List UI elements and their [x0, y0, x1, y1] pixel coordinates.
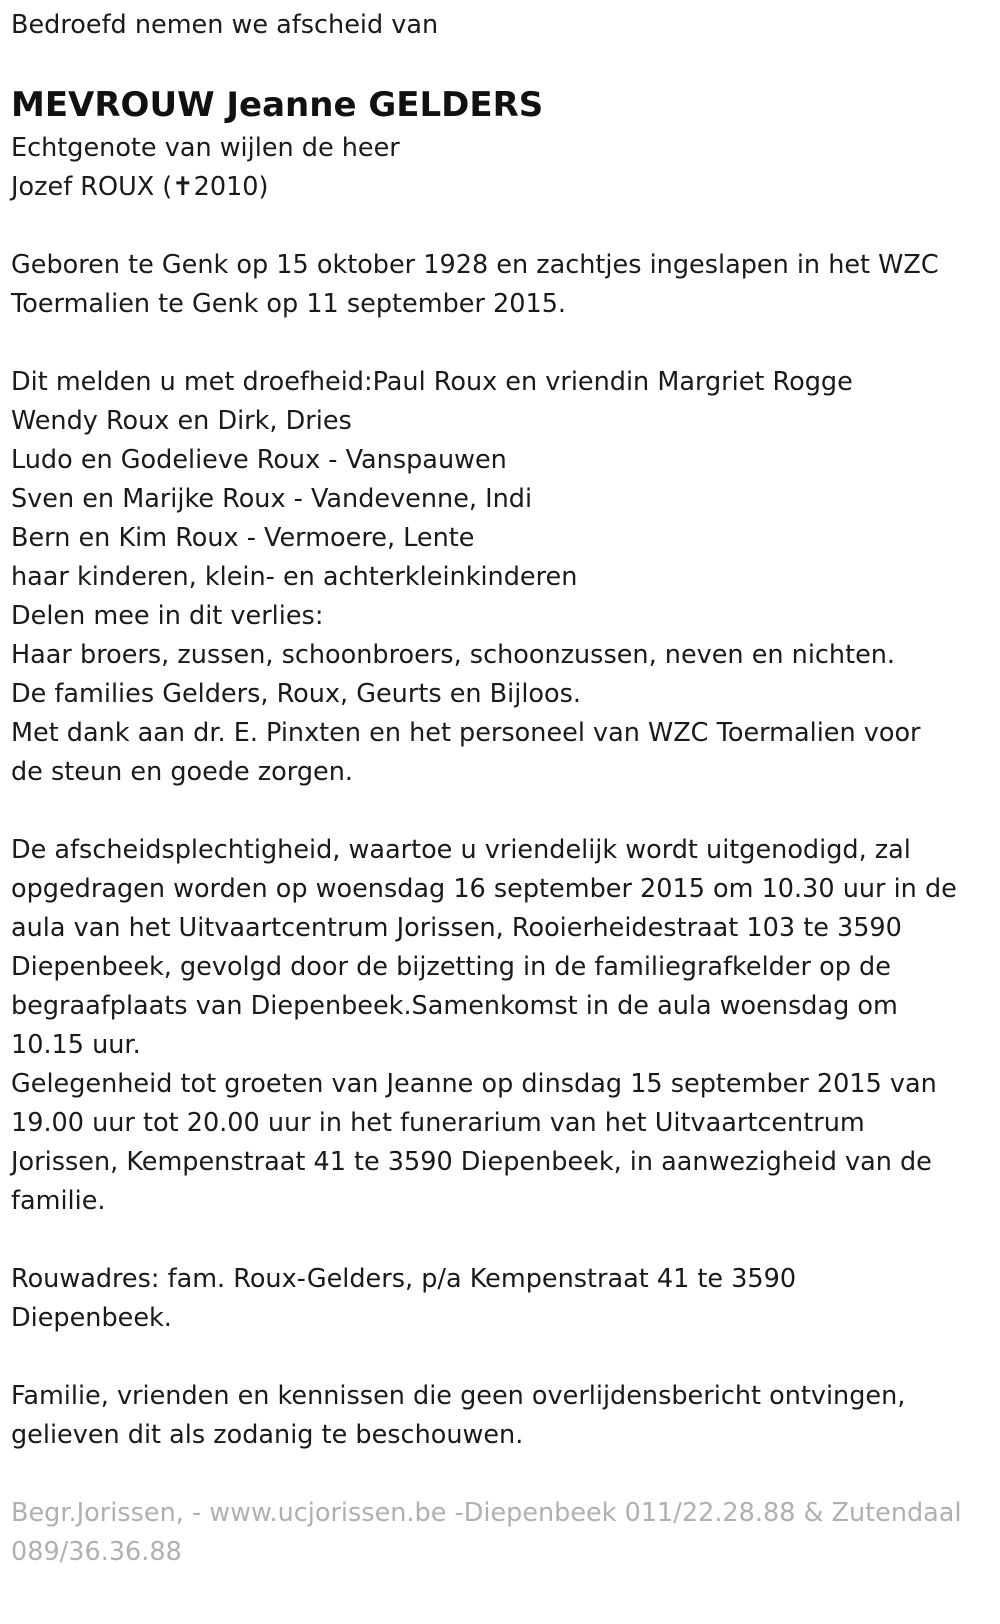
- mourners-line: de steun en goede zorgen.: [11, 757, 353, 787]
- mourners-line: Delen mee in dit verlies:: [11, 601, 324, 631]
- spouse-line-1: Echtgenote van wijlen de heer: [11, 133, 400, 163]
- mourners-line: De families Gelders, Roux, Geurts en Bijloos.: [11, 679, 582, 709]
- ceremony-line: aula van het Uitvaartcentrum Jorissen, Rooierheidestraat 103 te 3590: [11, 913, 902, 943]
- mourners-line: Dit melden u met droefheid:Paul Roux en vriendin Margriet Rogge: [11, 367, 853, 397]
- spacer: [11, 324, 986, 363]
- birth-death-section: [11, 246, 986, 324]
- mourners-line: haar kinderen, klein- en achterkleinkinderen: [11, 562, 578, 592]
- ceremony-line: opgedragen worden op woensdag 16 september 2015 om 10.30 uur in de: [11, 874, 957, 904]
- birth-line-2: Toermalien te Genk op 11 september 2015.: [11, 289, 567, 319]
- footer-line: 089/36.36.88: [11, 1537, 182, 1567]
- mourners-line: Bern en Kim Roux - Vermoere, Lente: [11, 523, 475, 553]
- ceremony-line: Diepenbeek, gevolgd door de bijzetting in de familiegrafkelder op de: [11, 952, 891, 982]
- mourners-line: Haar broers, zussen, schoonbroers, schoonzussen, neven en nichten.: [11, 640, 896, 670]
- mourners-line: Sven en Marijke Roux - Vandevenne, Indi: [11, 484, 533, 514]
- mourners-section: [11, 363, 986, 792]
- notice-line: Familie, vrienden en kennissen die geen overlijdensbericht ontvingen,: [11, 1381, 906, 1411]
- ceremony-line: begraafplaats van Diepenbeek.Samenkomst in de aula woensdag om: [11, 991, 898, 1021]
- visitation-line: familie.: [11, 1186, 106, 1216]
- footer-line: Begr.Jorissen, - www.ucjorissen.be -Diepenbeek 011/22.28.88 & Zutendaal: [11, 1498, 962, 1528]
- ceremony-line: De afscheidsplechtigheid, waartoe u vriendelijk wordt uitgenodigd, zal: [11, 835, 911, 865]
- notice-section: [11, 1377, 986, 1455]
- spacer: [11, 1455, 986, 1494]
- spacer: [11, 207, 986, 246]
- mourners-line: Wendy Roux en Dirk, Dries: [11, 406, 352, 436]
- visitation-line: Jorissen, Kempenstraat 41 te 3590 Diepenbeek, in aanwezigheid van de: [11, 1147, 932, 1177]
- spouse-line-2: [11, 168, 986, 207]
- spouse-death-year: 2010): [193, 172, 269, 202]
- mourning-address-section: [11, 1260, 986, 1338]
- deceased-name-title: MEVROUW Jeanne GELDERS: [11, 85, 544, 125]
- notice-line: gelieven dit als zodanig te beschouwen.: [11, 1420, 524, 1450]
- funeral-home-footer: [11, 1494, 986, 1572]
- cross-icon: ✝: [172, 172, 194, 202]
- spouse-name: Jozef ROUX (: [11, 172, 173, 202]
- intro-text: Bedroefd nemen we afscheid van: [11, 10, 439, 40]
- spacer: [11, 792, 986, 831]
- ceremony-section: [11, 831, 986, 1221]
- ceremony-line: 10.15 uur.: [11, 1030, 141, 1060]
- visitation-line: Gelegenheid tot groeten van Jeanne op dinsdag 15 september 2015 van: [11, 1069, 937, 1099]
- visitation-line: 19.00 uur tot 20.00 uur in het funerarium van het Uitvaartcentrum: [11, 1108, 865, 1138]
- address-line: Diepenbeek.: [11, 1303, 172, 1333]
- address-line: Rouwadres: fam. Roux-Gelders, p/a Kempenstraat 41 te 3590: [11, 1264, 797, 1294]
- birth-line-1: Geboren te Genk op 15 oktober 1928 en zachtjes ingeslapen in het WZC: [11, 250, 939, 280]
- spacer: [11, 1338, 986, 1377]
- mourners-line: Ludo en Godelieve Roux - Vanspauwen: [11, 445, 507, 475]
- spouse-section: [11, 129, 986, 207]
- mourners-line: Met dank aan dr. E. Pinxten en het personeel van WZC Toermalien voor: [11, 718, 921, 748]
- spacer: [11, 1221, 986, 1260]
